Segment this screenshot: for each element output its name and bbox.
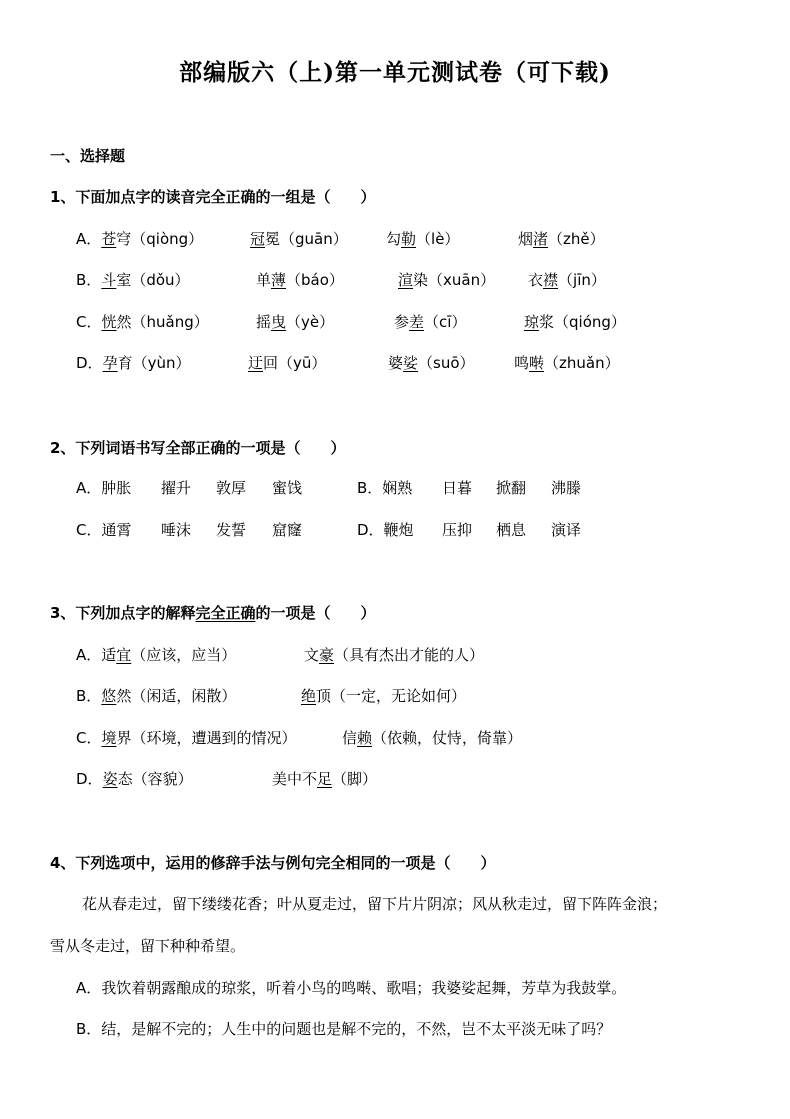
word-item: 敦厚 [216,479,247,497]
word-item: B．娴熟 [357,479,413,497]
word-item: 掀翻 [496,479,527,497]
word-item: 蜜饯 [272,479,303,497]
question-2-stem: 2、下列词语书写全部正确的一项是（ ） [50,439,346,457]
option-item: 琼浆（qióng） [524,313,626,331]
option-item: 参差（cī） [394,313,467,331]
option-item: 勾勒（lè） [386,230,460,248]
question-3-stem: 3、下列加点字的解释完全正确的一项是（ ） [50,604,376,622]
word-item: 擢升 [161,479,192,497]
option-item: 单薄（báo） [256,271,344,289]
question-4-stem: 4、下列选项中，运用的修辞手法与例句完全相同的一项是（ ） [50,854,496,872]
option-item: A．适宜（应该，应当） [76,646,237,664]
option-item: 烟渚（zhě） [518,230,605,248]
example-sentence-line-1: 花从春走过，留下缕缕花香；叶从夏走过，留下片片阴凉；风从秋走过，留下阵阵金浪； [82,895,668,913]
option-item: 文豪（具有杰出才能的人） [304,646,485,664]
section-heading: 一、选择题 [50,147,126,165]
option-item: 摇曳（yè） [256,313,335,331]
option-item: 绝顶（一定，无论如何） [301,687,467,705]
word-item: 压抑 [442,521,473,539]
question-1-stem: 1、下面加点字的读音完全正确的一组是（ ） [50,188,376,206]
question-4-option-a: A．我饮着朝露酿成的琼浆，听着小鸟的鸣啭、歌唱；我婆娑起舞，芳草为我鼓掌。 [76,979,627,997]
word-item: A．肿胀 [76,479,132,497]
word-item: 发誓 [216,521,247,539]
word-item: 窟窿 [272,521,303,539]
option-item: 美中不足（脚） [272,770,378,788]
option-item: 鸣啭（zhuǎn） [514,354,620,372]
word-item: 唾沫 [161,521,192,539]
option-item: 信赖（依赖，仗恃，倚靠） [342,729,523,747]
question-4-option-b: B．结，是解不完的；人生中的问题也是解不完的，不然，岂不太平淡无味了吗？ [76,1020,612,1038]
option-item: B．斗室（dǒu） [76,271,190,289]
option-item: C．境界（环境，遭遇到的情况） [76,729,297,747]
option-item: 冠冕（guān） [250,230,348,248]
page-title: 部编版六（上)第一单元测试卷（可下载) [179,59,611,86]
word-item: 演译 [551,521,582,539]
option-item: 衣襟（jīn） [528,271,606,289]
option-item: B．悠然（闲适，闲散） [76,687,237,705]
word-item: 沸滕 [551,479,582,497]
word-item: 日暮 [442,479,473,497]
option-item: 迂回（yū） [248,354,327,372]
option-item: C．恍然（huǎng） [76,313,209,331]
word-item: 栖息 [496,521,527,539]
example-sentence-line-2: 雪从冬走过，留下种种希望。 [50,937,246,955]
option-item: 婆娑（suō） [388,354,475,372]
word-item: C．通霄 [76,521,132,539]
option-item: D．孕育（yùn） [76,354,191,372]
option-item: D．姿态（容貌） [76,770,193,788]
option-item: 渲染（xuān） [398,271,496,289]
word-item: D．鞭炮 [357,521,414,539]
option-item: A．苍穹（qiòng） [76,230,204,248]
